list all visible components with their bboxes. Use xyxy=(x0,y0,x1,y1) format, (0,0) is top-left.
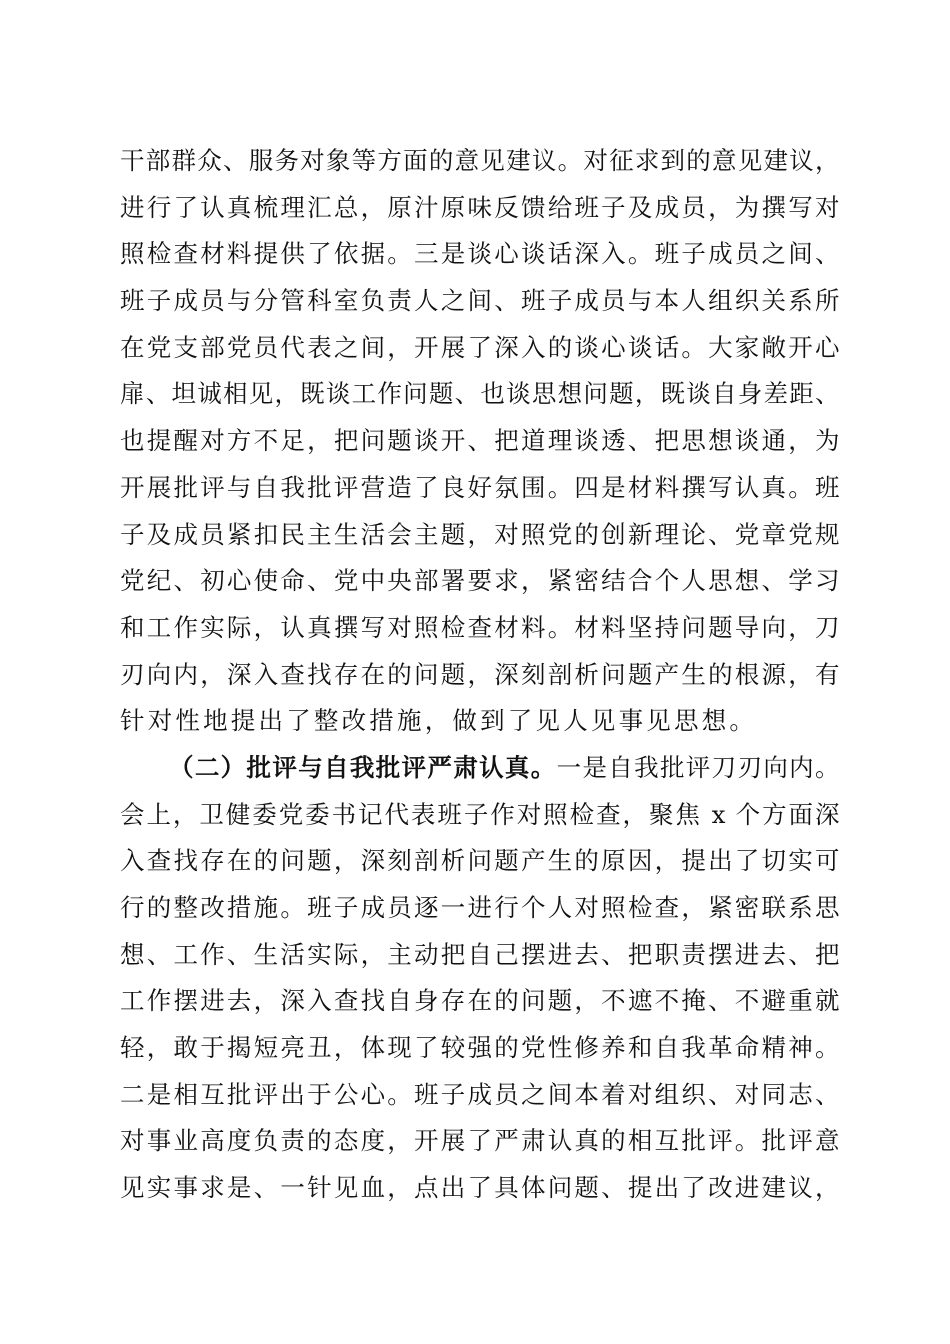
section-heading: （二）批评与自我批评严肃认真。 xyxy=(169,752,557,782)
paragraph-line: 入查找存在的问题，深刻剖析问题产生的原因，提出了切实可 xyxy=(120,846,840,876)
paragraph-line: 干部群众、服务对象等方面的意见建议。对征求到的意见建议， xyxy=(120,146,840,175)
paragraph-line: 行的整改措施。班子成员逐一进行个人对照检查，紧密联系思 xyxy=(120,893,840,922)
paragraph-line: 会上，卫健委党委书记代表班子作对照检查，聚焦 x 个方面深 xyxy=(120,799,840,829)
paragraph-line: 轻，敢于揭短亮丑，体现了较强的党性修养和自我革命精神。 xyxy=(120,1033,840,1063)
paragraph-line: 对事业高度负责的态度，开展了严肃认真的相互批评。批评意 xyxy=(120,1126,840,1156)
paragraph-line: 在党支部党员代表之间，开展了深入的谈心谈话。大家敞开心 xyxy=(120,332,840,362)
paragraph-line: 班子成员与分管科室负责人之间、班子成员与本人组织关系所 xyxy=(120,286,840,316)
body-text xyxy=(120,138,840,1212)
section-first-line-text: 一是自我批评刀刃向内。 xyxy=(556,752,841,782)
paragraph-line: 也提醒对方不足，把问题谈开、把道理谈透、把思想谈通，为 xyxy=(120,426,840,456)
paragraph-line: 和工作实际，认真撰写对照检查材料。材料坚持问题导向，刀 xyxy=(120,612,840,642)
section-first-line xyxy=(120,745,840,792)
paragraph-line: 刃向内，深入查找存在的问题，深刻剖析问题产生的根源，有 xyxy=(120,659,840,689)
paragraph-line: 针对性地提出了整改措施，做到了见人见事见思想。 xyxy=(120,706,758,736)
paragraph-line: 开展批评与自我批评营造了良好氛围。四是材料撰写认真。班 xyxy=(120,472,840,502)
paragraph-line: 工作摆进去，深入查找自身存在的问题，不遮不掩、不避重就 xyxy=(120,986,840,1016)
paragraph-line: 想、工作、生活实际，主动把自己摆进去、把职责摆进去、把 xyxy=(120,939,840,969)
paragraph-line: 二是相互批评出于公心。班子成员之间本着对组织、对同志、 xyxy=(120,1079,840,1109)
paragraph-line: 扉、坦诚相见，既谈工作问题、也谈思想问题，既谈自身差距、 xyxy=(120,379,840,409)
paragraph-line: 子及成员紧扣民主生活会主题，对照党的创新理论、党章党规 xyxy=(120,519,840,549)
paragraph-line: 照检查材料提供了依据。三是谈心谈话深入。班子成员之间、 xyxy=(120,239,840,269)
paragraph-line: 进行了认真梳理汇总，原汁原味反馈给班子及成员，为撰写对 xyxy=(120,192,840,222)
paragraph-line: 党纪、初心使命、党中央部署要求，紧密结合个人思想、学习 xyxy=(120,566,840,596)
paragraph-line: 见实事求是、一针见血，点出了具体问题、提出了改进建议， xyxy=(120,1173,840,1203)
